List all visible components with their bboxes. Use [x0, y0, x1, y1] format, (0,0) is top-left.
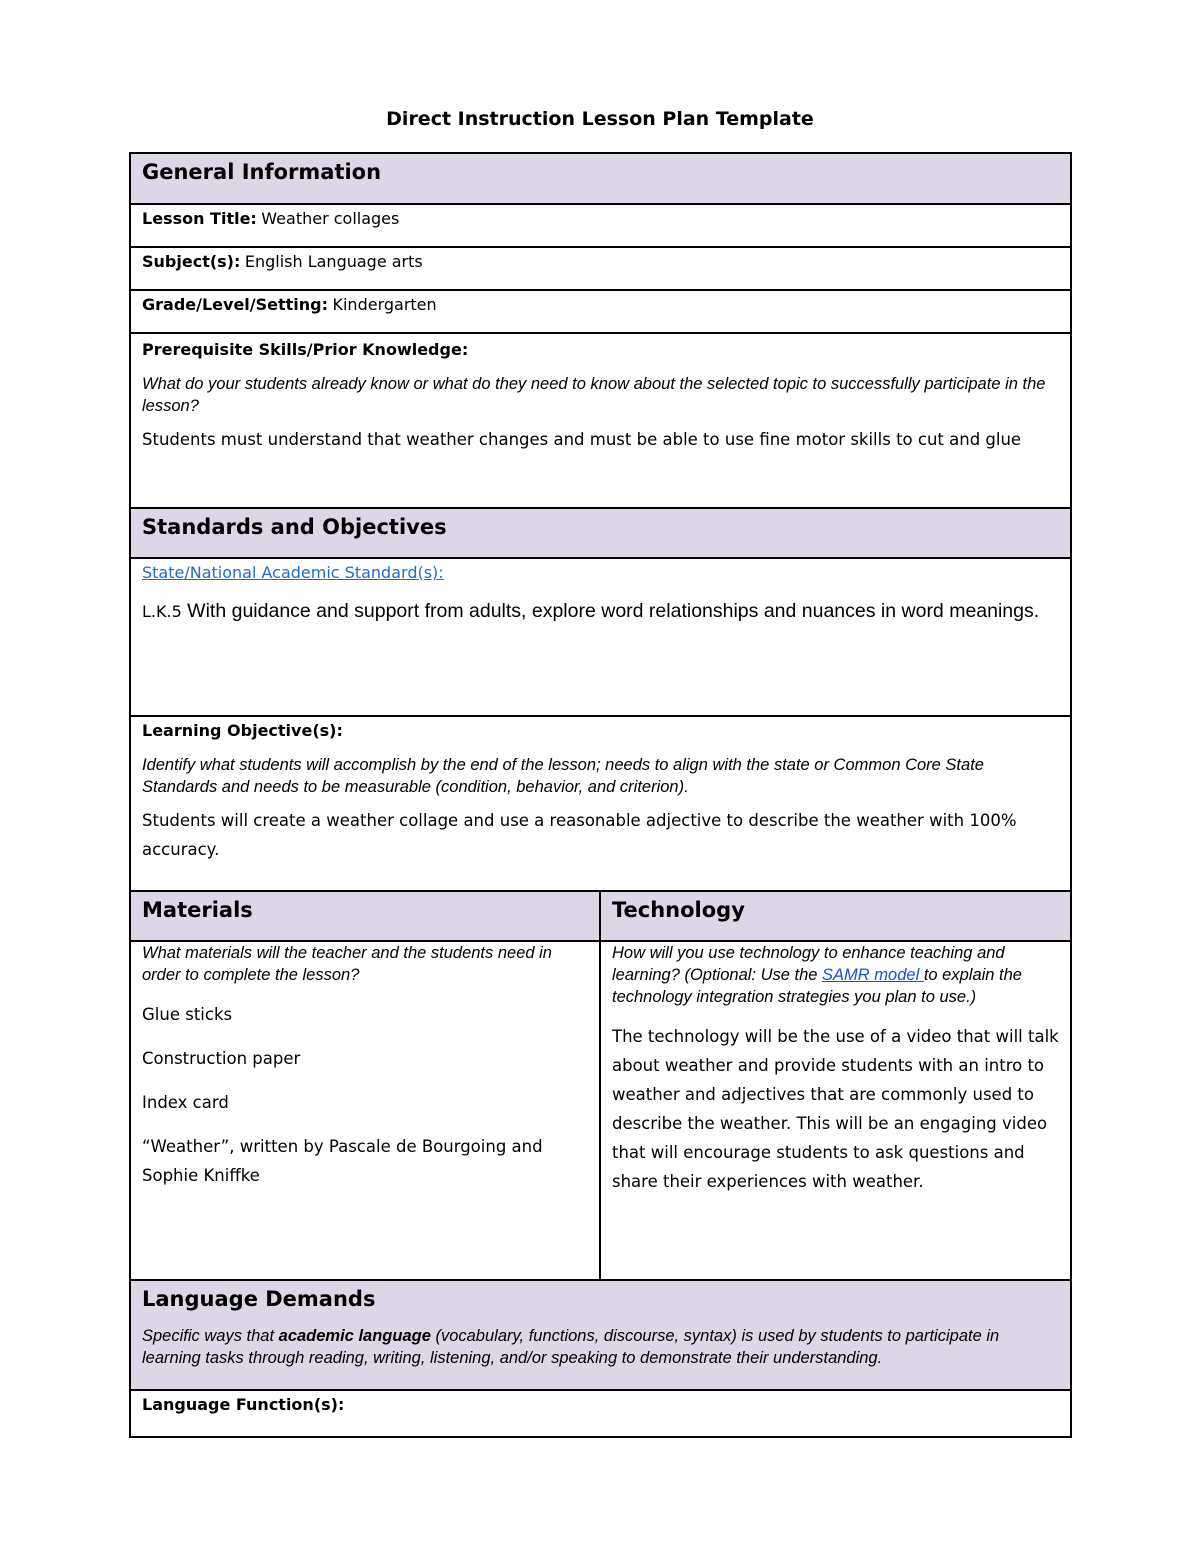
lesson-title-label: Lesson Title:	[142, 209, 257, 228]
material-item: Construction paper	[142, 1049, 301, 1068]
technology-cell	[600, 941, 1071, 1280]
material-item: Index card	[142, 1093, 229, 1112]
technology-prompt	[612, 942, 1059, 1008]
materials-technology-header-row	[130, 891, 1071, 941]
materials-technology-row	[130, 941, 1071, 1280]
lesson-title-row	[130, 204, 1071, 247]
standard-row	[130, 558, 1071, 716]
technology-prompt-start: How will you use technology to enhance teaching and learning? (Optional: Use the	[612, 944, 1005, 984]
technology-heading: Technology	[600, 891, 1071, 941]
lesson-title-value: Weather collages	[261, 209, 400, 228]
general-info-header-row	[130, 153, 1071, 204]
objective-prompt: Identify what students will accomplish by the end of the lesson; needs to align with the state or Common Core State Standards and needs to be measurable (condition, behavior, and criterion).	[142, 756, 984, 796]
samr-model-link[interactable]: SAMR model	[822, 966, 924, 984]
standard-text: With guidance and support from adults, explore word relationships and nuances in word meanings.	[181, 600, 1040, 622]
technology-answer: The technology will be the use of a video that will talk about weather and provide students with an intro to weather and adjectives that are commonly used to describe the weather. This will be an engaging video that will encourage students to ask questions and share their experiences with weather.	[612, 1027, 1059, 1191]
language-demands-prompt-start: Specific ways that	[142, 1327, 279, 1345]
standard-link[interactable]: State/National Academic Standard(s):	[142, 563, 444, 582]
objective-row	[130, 716, 1071, 891]
document-title: Direct Instruction Lesson Plan Template	[386, 108, 814, 130]
subjects-label: Subject(s):	[142, 252, 241, 271]
prereq-prompt: What do your students already know or what do they need to know about the selected topic to successfully participate in the lesson?	[142, 375, 1046, 415]
academic-language-term: academic language	[278, 1327, 431, 1345]
prereq-label: Prerequisite Skills/Prior Knowledge:	[142, 340, 469, 359]
grade-label: Grade/Level/Setting:	[142, 295, 329, 314]
subjects-row	[130, 247, 1071, 290]
prereq-answer: Students must understand that weather changes and must be able to use fine motor skills to cut and glue	[142, 430, 1022, 449]
materials-cell	[130, 941, 600, 1280]
language-function-label: Language Function(s):	[142, 1395, 345, 1414]
general-info-heading: General Information	[130, 153, 1071, 204]
subjects-value: English Language arts	[244, 252, 423, 271]
materials-heading: Materials	[130, 891, 600, 941]
objective-answer: Students will create a weather collage and use a reasonable adjective to describe the weather with 100% accuracy.	[142, 811, 1017, 859]
prereq-row	[130, 333, 1071, 508]
lesson-plan-table	[129, 152, 1072, 1438]
language-function-row	[130, 1390, 1071, 1437]
material-item: “Weather”, written by Pascale de Bourgoing and Sophie Kniffke	[142, 1137, 543, 1185]
material-item: Glue sticks	[142, 1005, 233, 1024]
objective-label: Learning Objective(s):	[142, 721, 343, 740]
grade-value: Kindergarten	[332, 295, 437, 314]
language-demands-header-row	[130, 1280, 1071, 1390]
grade-row	[130, 290, 1071, 333]
language-demands-prompt	[142, 1325, 1059, 1369]
standards-header-row	[130, 508, 1071, 558]
materials-prompt: What materials will the teacher and the students need in order to complete the lesson?	[142, 944, 552, 984]
standard-statement	[142, 597, 1059, 626]
language-demands-heading: Language Demands	[142, 1287, 376, 1311]
standard-code: L.K.5	[142, 602, 182, 621]
standards-heading: Standards and Objectives	[130, 508, 1071, 558]
technology-prompt-end: to explain the technology integration strategies you plan to use.)	[612, 966, 1022, 1006]
language-demands-prompt-end: (vocabulary, functions, discourse, syntax) is used by students to participate in learning tasks through reading, writing, listening, and/or speaking to demonstrate their understanding.	[142, 1327, 1000, 1367]
